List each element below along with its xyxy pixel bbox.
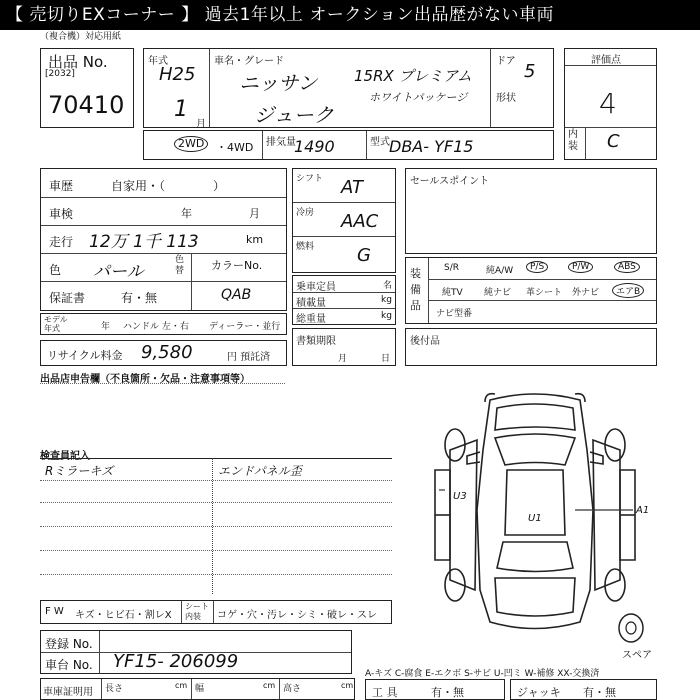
garage-cert-box	[40, 678, 355, 700]
car-maker: ニッサン	[239, 71, 318, 95]
document-period-day: 日	[381, 354, 391, 364]
drivetrain-box	[292, 168, 396, 273]
weight-label: 総重量	[296, 314, 326, 325]
damage-mark-u3: U3	[453, 491, 467, 502]
document-period-month: 月	[338, 354, 348, 364]
warranty-label: 保証書	[49, 291, 86, 305]
capacity-label: 乗車定員	[296, 282, 336, 293]
registration-label: 登録 No.	[45, 637, 93, 651]
model-year-label: モデル年式	[44, 315, 68, 333]
weight-unit: kg	[381, 311, 392, 321]
equip-ps: P/S	[526, 261, 548, 273]
sales-point-box	[405, 168, 657, 254]
seller-notes-label: 出品店申告欄（不良箇所・欠品・注意事項等）	[40, 374, 250, 385]
color-label: 色	[49, 263, 62, 277]
aftermarket-box	[405, 328, 657, 366]
rating-box	[564, 48, 657, 160]
width-label: 幅	[195, 684, 205, 694]
tools-value: 有・無	[431, 686, 464, 699]
model-type-value: DBA- YF15	[389, 137, 474, 156]
form-note: （複合機）対応用紙	[40, 32, 122, 42]
garage-cert-label: 車庫証明用	[43, 687, 93, 698]
jack-value: 有・無	[583, 686, 616, 699]
jack-label: ジャッキ	[517, 686, 561, 699]
fw-label: F W	[45, 606, 64, 617]
equip-abs: ABS	[614, 261, 640, 273]
spec-row	[143, 130, 554, 160]
color-change-label: 色替	[175, 255, 185, 276]
load-unit: kg	[381, 295, 392, 305]
recycle-unit: 円 預託済	[227, 352, 271, 363]
tools-box	[365, 679, 505, 700]
aircon-label: 冷房	[296, 208, 315, 218]
inspector-note-2: エンドパネル歪	[218, 464, 302, 478]
fw-row	[40, 600, 392, 624]
car-info-box	[143, 48, 554, 128]
fw-options: キズ・ヒビ石・割レX	[75, 610, 172, 621]
seat-label: シート内装	[185, 602, 209, 621]
interior-label: 内装	[568, 129, 578, 152]
load-label: 積載量	[296, 298, 326, 309]
shaken-year: 年	[181, 207, 192, 220]
equip-pw: P/W	[568, 261, 593, 273]
tools-label: 工 具	[372, 686, 398, 699]
lot-label: 出品 No.	[48, 53, 108, 71]
dealer-type: ディーラー・並行	[209, 322, 281, 332]
mileage-label: 走行	[49, 235, 74, 249]
shape-label: 形状	[496, 93, 516, 104]
sales-point-label: セールスポイント	[410, 176, 490, 187]
equip-navi-model-label: ナビ型番	[436, 309, 473, 319]
equip-tv: 純TV	[442, 288, 463, 298]
mileage-unit: km	[246, 233, 264, 246]
handle-side: ハンドル 左・右	[123, 322, 189, 332]
damage-legend: A-キズ C-腐食 E-エクボ S-サビ U-凹ミ W-補修 XX-交換済	[365, 669, 600, 679]
spare-label: スペア	[622, 650, 652, 661]
equipment-label: 装備品	[410, 267, 421, 312]
spare-tire-icon	[616, 612, 646, 644]
inspector-note-1: Rミラーキズ	[45, 464, 114, 478]
car-name-label: 車名・グレード	[214, 56, 284, 67]
length-label: 長さ	[105, 684, 124, 694]
fuel-value: G	[357, 245, 371, 266]
doors-label: ドア	[496, 56, 516, 67]
equip-navi: 純ナビ	[484, 288, 512, 298]
registration-box	[40, 630, 352, 674]
shaken-month: 月	[249, 207, 260, 220]
shift-label: シフト	[296, 174, 324, 184]
damage-mark-u1: U1	[528, 513, 542, 524]
lot-box	[40, 48, 134, 128]
equip-airbag: エアB	[612, 283, 644, 298]
recycle-label: リサイクル料金	[47, 349, 123, 362]
color-value: パール	[93, 262, 144, 282]
header-banner: 【 売切りEXコーナー 】 過去1年以上 オークション出品歴がない車両	[0, 0, 700, 30]
mileage-value: 12万 1千 113	[89, 232, 199, 252]
equip-ext-navi: 外ナビ	[572, 288, 600, 298]
history-box	[40, 168, 287, 311]
year-month-unit: 月	[196, 119, 206, 130]
capacity-unit: 名	[383, 281, 393, 291]
year-label: 年式	[148, 56, 168, 67]
car-package: ホワイトパッケージ	[369, 91, 468, 104]
car-model: ジューク	[254, 103, 334, 127]
doors-value: 5	[524, 61, 536, 82]
document-period-label: 書類期限	[296, 336, 336, 347]
aircon-value: AAC	[341, 211, 379, 232]
model-year-year: 年	[101, 322, 111, 332]
history-label: 車歴	[49, 179, 74, 193]
capacity-box	[292, 275, 396, 325]
height-unit: cm	[341, 681, 354, 690]
model-type-label: 型式	[370, 137, 390, 148]
aftermarket-label: 後付品	[410, 336, 440, 347]
equip-leather: 革シート	[526, 288, 563, 298]
lot-number: 70410	[48, 91, 125, 119]
drive-label: ・4WD	[216, 141, 254, 154]
rating-score: 4	[599, 87, 617, 120]
model-year-row	[40, 313, 287, 335]
equipment-box	[405, 257, 657, 324]
equip-alloy: 純A/W	[486, 266, 514, 276]
damage-mark-a1: A1	[636, 505, 650, 516]
fuel-label: 燃料	[296, 242, 315, 252]
rating-label: 評価点	[591, 55, 621, 66]
car-grade: 15RX プレミアム	[354, 67, 472, 85]
inspector-label: 検査員記入	[40, 451, 90, 462]
year-month-value: 1	[174, 97, 188, 122]
recycle-value: 9,580	[141, 342, 193, 363]
document-period-box	[292, 328, 396, 366]
shaken-label: 車検	[49, 207, 74, 221]
shift-value: AT	[341, 177, 363, 198]
interior-value: C	[607, 131, 620, 152]
color-code-value: QAB	[221, 287, 252, 303]
displacement-label: 排気量	[266, 137, 296, 148]
history-value: 自家用・（ ）	[111, 179, 226, 193]
equip-sr: S/R	[444, 263, 459, 273]
chassis-label: 車台 No.	[45, 658, 93, 672]
width-unit: cm	[263, 681, 276, 690]
drive-selected: 2WD	[174, 136, 208, 152]
lot-code: [2032]	[45, 69, 75, 79]
jack-box	[510, 679, 657, 700]
displacement-value: 1490	[294, 137, 335, 156]
length-unit: cm	[175, 681, 188, 690]
chassis-value: YF15- 206099	[113, 651, 239, 672]
height-label: 高さ	[283, 684, 302, 694]
seat-options: コゲ・穴・汚レ・シミ・破レ・スレ	[217, 610, 377, 621]
year-value: H25	[159, 64, 196, 85]
recycle-box	[40, 340, 287, 366]
warranty-value: 有・無	[121, 291, 158, 305]
color-code-label: カラーNo.	[211, 259, 263, 272]
